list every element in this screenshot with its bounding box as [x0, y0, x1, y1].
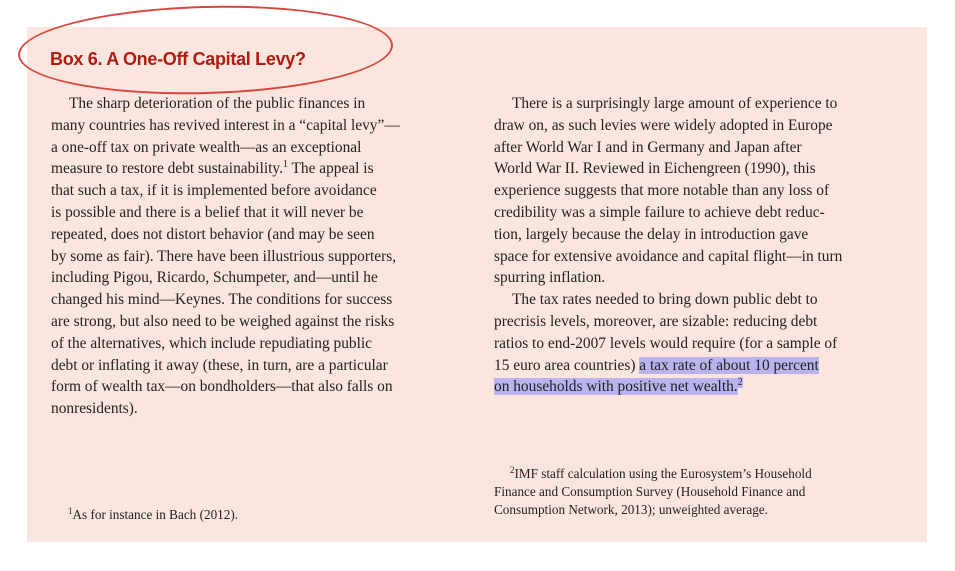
left-line-4	[51, 158, 466, 180]
left-line-7: repeated, does not distort behavior (and may be seen	[51, 225, 375, 243]
footnote-2-line-2: Finance and Consumption Survey (Household Finance and	[494, 484, 806, 499]
right-p1-line-2: draw on, as such levies were widely adopted in Europe	[494, 116, 833, 134]
right-p1-line-4: World War II. Reviewed in Eichengreen (1990), this	[494, 160, 816, 178]
right-p1-line-8: space for extensive avoidance and capital flight—in turn	[494, 247, 843, 265]
highlighted-text-1[interactable]: a tax rate of about 10 percent	[639, 356, 819, 374]
left-paragraph	[51, 93, 466, 420]
left-line-10: changed his mind—Keynes. The conditions for success	[51, 291, 393, 309]
left-line-11: are strong, but also need to be weighed against the risks	[51, 312, 395, 330]
footnote-1	[68, 506, 468, 524]
left-line-14: form of wealth tax—on bondholders—that also falls on	[51, 378, 393, 396]
footnote-2-mark: 2	[510, 465, 515, 475]
footnote-1-text: As for instance in Bach (2012).	[72, 507, 239, 522]
right-p1-line-9: spurring inflation.	[494, 269, 606, 287]
right-p2-line-4	[494, 355, 909, 377]
footnote-2-line-1-text: IMF staff calculation using the Eurosystem’s Household	[514, 466, 812, 481]
right-p2-line-4-text: 15 euro area countries)	[494, 356, 640, 374]
footnote-2-line-1	[494, 465, 914, 483]
box-title: Box 6. A One-Off Capital Levy?	[50, 49, 306, 69]
left-line-13: debt or inflating it away (these, in turn, are a particular	[51, 356, 388, 374]
right-p1-line-1: There is a surprisingly large amount of experience to	[512, 95, 838, 112]
footnote-2-line-3: Consumption Network, 2013); unweighted average.	[494, 502, 768, 517]
right-p2-line-3: ratios to end-2007 levels would require (for a sample of	[494, 334, 838, 352]
left-line-2: many countries has revived interest in a “capital levy”—	[51, 116, 400, 134]
right-paragraph-1	[494, 93, 909, 289]
left-line-1: The sharp deterioration of the public finances in	[69, 95, 366, 112]
left-line-8: by some as fair). There have been illustrious supporters,	[51, 247, 397, 265]
right-p2-line-5	[494, 376, 909, 398]
left-line-9: including Pigou, Ricardo, Schumpeter, and—until he	[51, 269, 378, 287]
right-p1-line-6: credibility was a simple failure to achieve debt reduc-	[494, 203, 825, 221]
footnote-2	[494, 465, 914, 519]
left-line-6: is possible and there is a belief that it will never be	[51, 203, 364, 221]
right-p2-line-2: precrisis levels, moreover, are sizable: reducing debt	[494, 312, 818, 330]
footnote-ref-1[interactable]: 1	[282, 159, 288, 171]
right-p1-line-7: tion, largely because the delay in introduction gave	[494, 225, 809, 243]
right-p2-line-1: The tax rates needed to bring down public debt to	[512, 291, 818, 309]
footnote-ref-2[interactable]: 2	[737, 377, 743, 389]
left-line-4-text: measure to restore debt sustainability.	[51, 160, 283, 178]
left-line-5: that such a tax, if it is implemented before avoidance	[51, 182, 377, 200]
right-column	[494, 93, 909, 398]
left-line-15: nonresidents).	[51, 400, 138, 418]
highlighted-text-2[interactable]: on households with positive net wealth.	[494, 378, 738, 396]
left-line-12: of the alternatives, which include repudiating public	[51, 334, 372, 352]
right-p1-line-3: after World War I and in Germany and Japan after	[494, 138, 802, 156]
footnote-1-mark: 1	[68, 506, 73, 516]
left-column	[51, 93, 466, 420]
footnote-1-line	[68, 506, 468, 524]
left-line-4-tail: The appeal is	[287, 160, 374, 178]
right-paragraph-2	[494, 289, 909, 398]
left-line-3: a one-off tax on private wealth—as an exceptional	[51, 138, 362, 156]
right-p1-line-5: experience suggests that more notable than any loss of	[494, 182, 830, 200]
